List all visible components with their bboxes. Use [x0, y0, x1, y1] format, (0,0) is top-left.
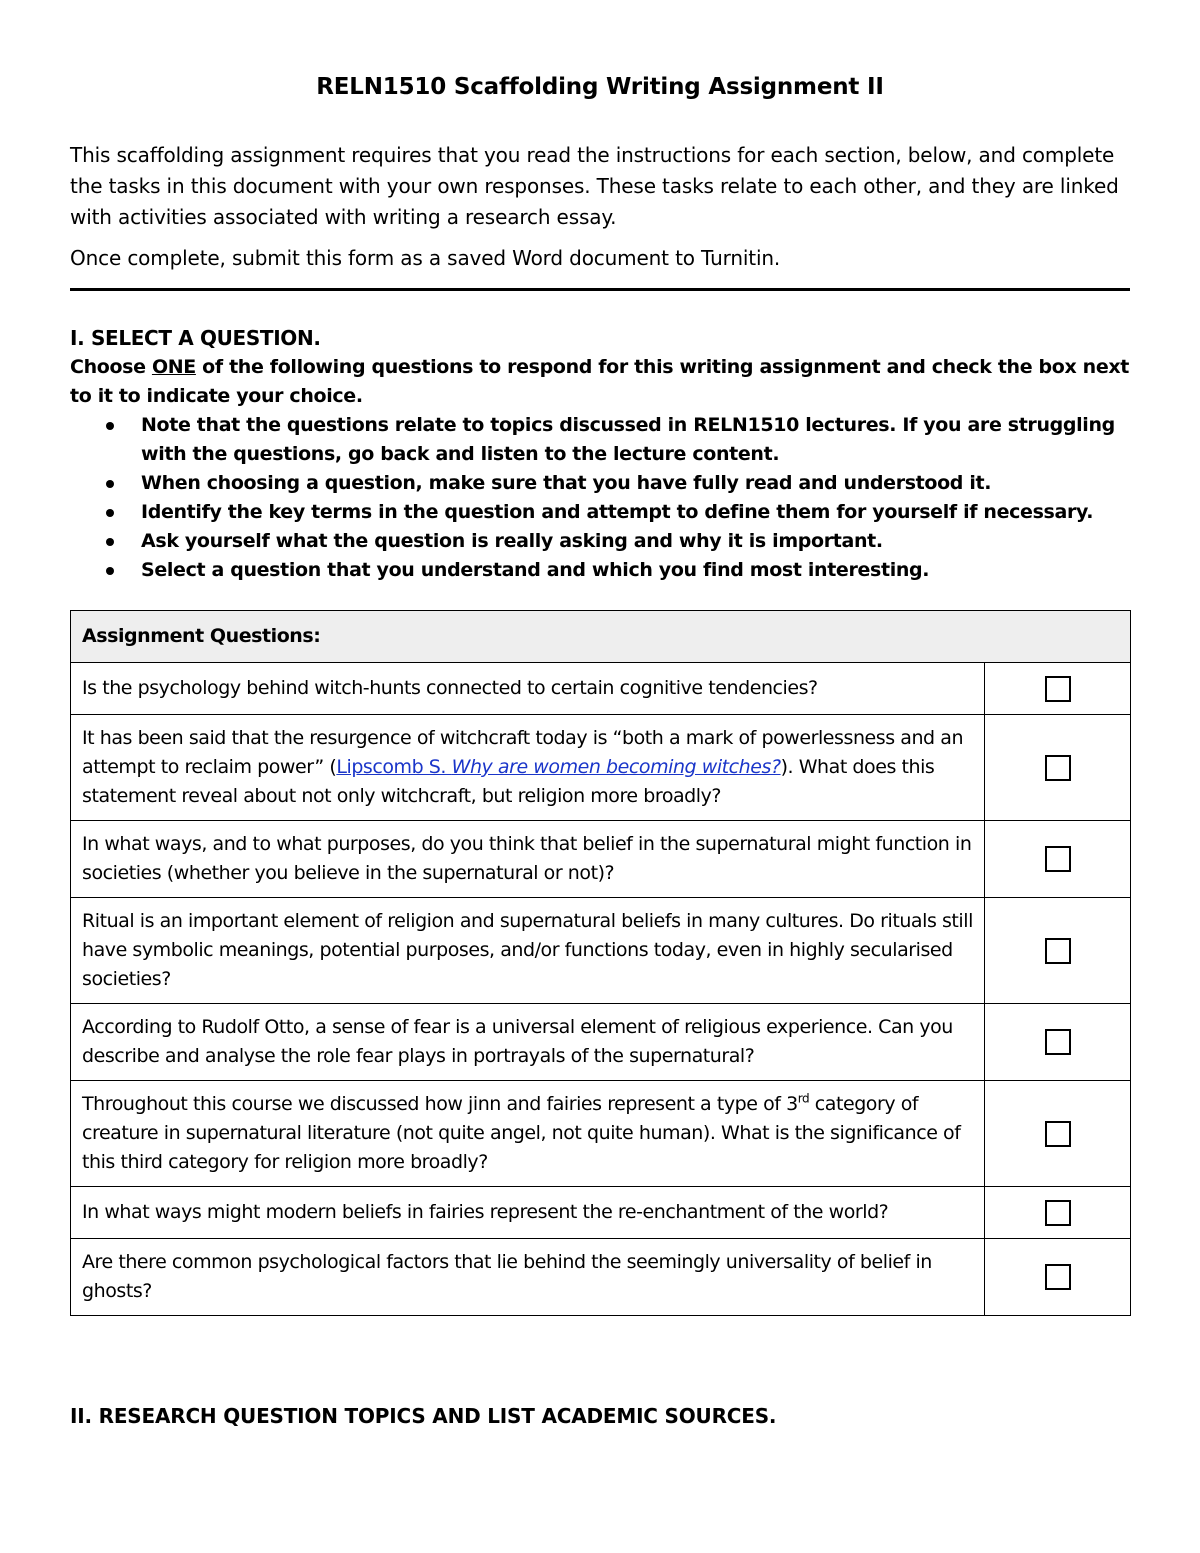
question-checkbox[interactable]	[1045, 938, 1071, 964]
table-row	[71, 898, 1131, 1004]
table-row	[71, 1004, 1131, 1081]
question-checkbox-cell	[985, 898, 1131, 1004]
section-research-heading: II. RESEARCH QUESTION TOPICS AND LIST ACADEMIC SOURCES.	[70, 1404, 777, 1428]
question-checkbox[interactable]	[1045, 1029, 1071, 1055]
question-checkbox-cell	[985, 663, 1131, 715]
link-title: Why are women becoming witches?	[451, 756, 781, 778]
question-checkbox[interactable]	[1045, 846, 1071, 872]
question-checkbox-cell	[985, 1081, 1131, 1187]
question-text: In what ways, and to what purposes, do you think that belief in the supernatural might function in societies (whether you believe in the supernatural or not)?	[71, 821, 985, 898]
horizontal-rule	[70, 288, 1130, 291]
list-item: Select a question that you understand and which you find most interesting.	[141, 556, 1130, 585]
document-title: RELN1510 Scaffolding Writing Assignment II	[316, 74, 884, 100]
question-text	[71, 715, 985, 821]
section-heading: I. SELECT A QUESTION.	[70, 326, 321, 350]
list-item: Identify the key terms in the question and attempt to define them for yourself if necessary.	[141, 498, 1130, 527]
question-text: Ritual is an important element of religion and supernatural beliefs in many cultures. Do rituals still have symbolic meanings, potential purposes, and/or functions today, even in highly secularised societies?	[71, 898, 985, 1004]
question-checkbox-cell	[985, 1187, 1131, 1239]
question-text: Is the psychology behind witch-hunts connected to certain cognitive tendencies?	[71, 663, 985, 715]
question-checkbox-cell	[985, 1004, 1131, 1081]
table-row	[71, 1081, 1131, 1187]
link-author: Lipscomb S.	[336, 756, 452, 778]
question-text: According to Rudolf Otto, a sense of fear is a universal element of religious experience. Can you describe and analyse the role fear plays in portrayals of the supernatural?	[71, 1004, 985, 1081]
question-checkbox-cell	[985, 1239, 1131, 1316]
questions-table	[70, 610, 1131, 1316]
intro	[70, 140, 1130, 274]
question-text: In what ways might modern beliefs in fairies represent the re-enchantment of the world?	[71, 1187, 985, 1239]
table-header: Assignment Questions:	[71, 611, 1131, 663]
question-checkbox[interactable]	[1045, 1264, 1071, 1290]
citation-link[interactable]	[336, 756, 780, 778]
question-checkbox-cell	[985, 821, 1131, 898]
question-text-part: It has been said that the resurgence of witchcraft today is “both a mark of powerlessness and an attempt to reclaim power” (	[82, 727, 964, 778]
table-row	[71, 1239, 1131, 1316]
instruction-text: of the following questions to respond for this writing assignment and check the box next to it to indicate your choice.	[70, 356, 1130, 407]
intro-paragraph: This scaffolding assignment requires that you read the instructions for each section, below, and complete the tasks in this document with your own responses. These tasks relate to each other, and they are linked with activities associated with writing a research essay.	[70, 143, 1119, 229]
list-item: Note that the questions relate to topics discussed in RELN1510 lectures. If you are struggling with the questions, go back and listen to the lecture content.	[141, 411, 1130, 469]
question-checkbox-cell	[985, 715, 1131, 821]
question-checkbox[interactable]	[1045, 1200, 1071, 1226]
table-row	[71, 715, 1131, 821]
guidance-list	[70, 411, 1130, 585]
question-text: Are there common psychological factors that lie behind the seemingly universality of belief in ghosts?	[71, 1239, 985, 1316]
table-row	[71, 821, 1131, 898]
list-item: When choosing a question, make sure that you have fully read and understood it.	[141, 469, 1130, 498]
question-text-part: category of creature in supernatural literature (not quite angel, not quite human). What is the significance of this third category for religion more broadly?	[82, 1093, 961, 1173]
section-select-question	[70, 324, 1130, 585]
question-checkbox[interactable]	[1045, 1121, 1071, 1147]
question-checkbox[interactable]	[1045, 755, 1071, 781]
instruction-text: Choose	[70, 356, 152, 378]
table-header-row	[71, 611, 1131, 663]
question-text	[71, 1081, 985, 1187]
section-instruction	[70, 353, 1130, 411]
question-text-part: ). What does this statement reveal about not only witchcraft, but religion more broadly?	[82, 756, 935, 807]
question-text-part: Throughout this course we discussed how jinn and fairies represent a type of 3	[82, 1093, 798, 1115]
list-item: Ask yourself what the question is really asking and why it is important.	[141, 527, 1130, 556]
question-checkbox[interactable]	[1045, 676, 1071, 702]
ordinal-suffix: rd	[797, 1091, 810, 1106]
table-row	[71, 1187, 1131, 1239]
table-row	[71, 663, 1131, 715]
instruction-emphasis: ONE	[151, 356, 196, 378]
intro-submit-note: Once complete, submit this form as a saved Word document to Turnitin.	[70, 246, 781, 270]
